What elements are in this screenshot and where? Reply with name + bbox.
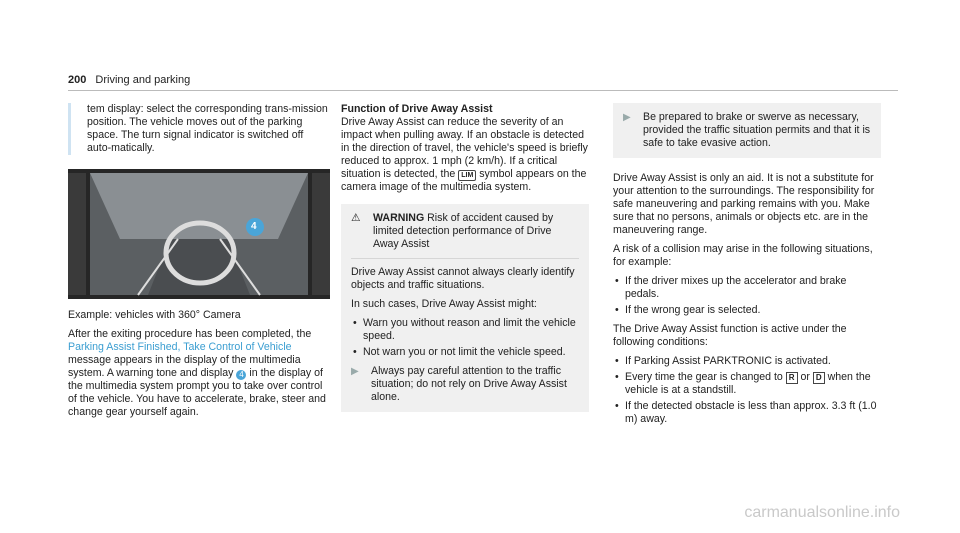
watermark: carmanualsonline.info <box>744 504 900 521</box>
conditions-list <box>613 355 881 426</box>
section-title: Driving and parking <box>95 74 191 86</box>
list-item: • If Parking Assist PARKTRONIC is activated. <box>625 355 881 368</box>
gear-d-icon: D <box>813 372 825 384</box>
warning-label: WARNING <box>373 212 425 224</box>
aid-paragraph: Drive Away Assist is only an aid. It is not a substitute for your attention to the surroundings. The responsibility for safe maneuvering and parking remains with you. Make sure that no persons, animals or objects etc. are in the maneuvering range. <box>613 172 875 236</box>
lim-symbol-icon: LIM <box>458 170 476 181</box>
tip-box <box>613 103 881 158</box>
list-item: • Every time the gear is changed to R or D when the vehicle is at a standstill. <box>625 371 881 397</box>
arrow-icon: ▶ <box>623 112 631 123</box>
page-header <box>68 74 190 87</box>
message-link: Parking Assist Finished, Take Control of Vehicle <box>68 341 292 353</box>
warning-body: Drive Away Assist cannot always clearly identify objects and traffic situations. <box>351 266 575 291</box>
completion-text: After the exiting procedure has been completed, the Parking Assist Finished, Take Control of Vehicle message appears in the display of the multimedia system. A warning tone and display 4 in the display of the multimedia system prompt you to take over control of the vehicle. You have to accelerate, brake, steer and change gear yourself again. <box>68 328 326 418</box>
figure-caption: Example: vehicles with 360° Camera <box>68 309 241 321</box>
intro-text: tem display: select the corresponding trans-mission position. The vehicle moves out of the parking space. The turn signal indicator is switched off auto-matically. <box>68 103 330 155</box>
arrow-icon: ▶ <box>351 366 359 377</box>
risk-paragraph: A risk of a collision may arise in the following situations, for example: <box>613 243 873 268</box>
warning-triangle-icon: ⚠ <box>351 212 361 224</box>
camera-image <box>68 169 330 299</box>
list-item: • Not warn you or not limit the vehicle speed. <box>363 346 579 359</box>
column-1 <box>68 103 330 425</box>
conditions-paragraph: The Drive Away Assist function is active under the following conditions: <box>613 323 847 348</box>
header-rule <box>68 90 898 91</box>
callout-4: 4 <box>251 221 257 232</box>
column-2 <box>341 103 589 422</box>
page-number: 200 <box>68 74 87 86</box>
list-item: • If the driver mixes up the accelerator and brake pedals. <box>625 275 881 301</box>
gear-r-icon: R <box>786 372 798 384</box>
warning-text: Risk of accident caused by limited detection performance of Drive Away Assist <box>373 212 554 250</box>
tip <box>351 365 579 404</box>
section-heading: Function of Drive Away Assist <box>341 103 493 115</box>
callout-badge: 4 <box>236 370 246 380</box>
column-3 <box>613 103 881 432</box>
tip-text: Be prepared to brake or swerve as necessary, provided the traffic situation permits and that it is safe to take evasive action. <box>643 111 871 149</box>
warning-box <box>341 204 589 412</box>
tip-text: Always pay careful attention to the traffic situation; do not rely on Drive Away Assist alone. <box>371 365 567 403</box>
list-item: • Warn you without reason and limit the vehicle speed. <box>363 317 579 343</box>
risk-list <box>613 275 881 317</box>
list-item: • If the wrong gear is selected. <box>625 304 881 317</box>
list-item: • If the detected obstacle is less than approx. 3.3 ft (1.0 m) away. <box>625 400 881 426</box>
function-text: Drive Away Assist can reduce the severity of an impact when pulling away. If an obstacle is detected in the direction of travel, the vehicle's speed is briefly reduced to approx. 1 mph (2 km/h). If a critical situation is detected, the LIM symbol appears on the camera image of the multimedia system. <box>341 116 588 193</box>
warning-intro: In such cases, Drive Away Assist might: <box>351 298 537 310</box>
warning-list <box>351 317 579 359</box>
